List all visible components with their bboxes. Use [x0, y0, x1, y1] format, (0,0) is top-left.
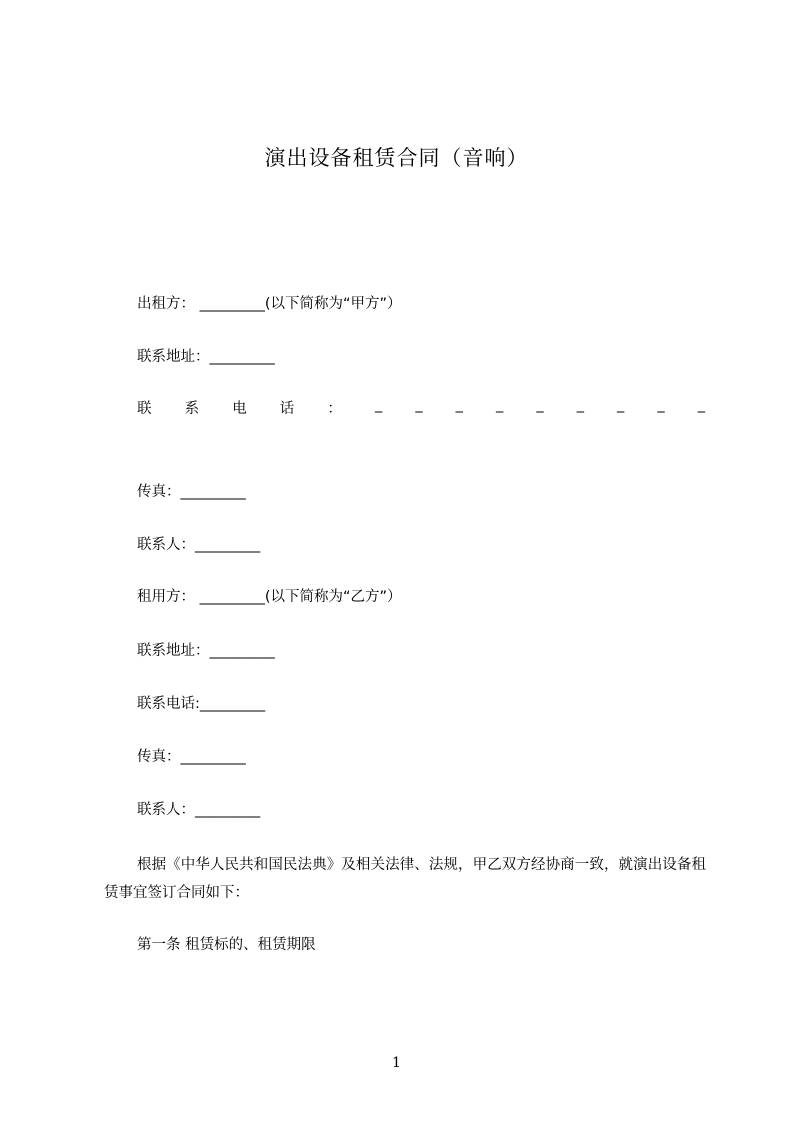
lessor-phone-char: 电	[232, 401, 247, 417]
lessor-phone-blank: _	[617, 397, 625, 413]
lessee-contact: 联系人：_________	[137, 802, 261, 818]
lessee-fax: 传真：_________	[137, 749, 246, 765]
lessor-address: 联系地址：_________	[137, 349, 275, 365]
lessee-phone: 联系电话:_________	[137, 696, 266, 712]
intro-paragraph: 根据《中华人民共和国民法典》及相关法律、法规，甲乙双方经协商一致，就演出设备租赁事宜签订合同如下：	[104, 857, 706, 901]
lessor-phone-blank: _	[576, 397, 584, 413]
lessor-phone-blank: _	[697, 397, 705, 413]
page-number: 1	[392, 1055, 401, 1071]
lessor-phone-char: 话	[279, 401, 295, 417]
lessor-phone-blank: _	[496, 397, 504, 413]
lessor-phone	[137, 397, 705, 421]
article-1-heading: 第一条 租赁标的、租赁期限	[137, 937, 316, 953]
lessor-phone-char: 联	[137, 401, 152, 417]
document-title: 演出设备租赁合同（音响）	[264, 146, 529, 170]
lessor-line: 出租方： _________(以下简称为“甲方”）	[137, 296, 402, 312]
lessor-phone-char: ：	[327, 401, 342, 417]
lessor-phone-char: 系	[184, 401, 200, 417]
lessee-address: 联系地址：_________	[137, 643, 275, 659]
lessor-contact: 联系人：_________	[137, 537, 261, 553]
lessor-phone-blank: _	[415, 397, 423, 413]
lessor-fax: 传真：_________	[137, 484, 246, 500]
lessor-phone-blank: _	[374, 397, 383, 413]
lessor-phone-blank: _	[657, 397, 665, 413]
lessor-phone-blank: _	[455, 397, 463, 413]
lessor-phone-blank: _	[536, 397, 544, 413]
lessee-line: 租用方： _________(以下简称为“乙方”）	[137, 589, 402, 605]
